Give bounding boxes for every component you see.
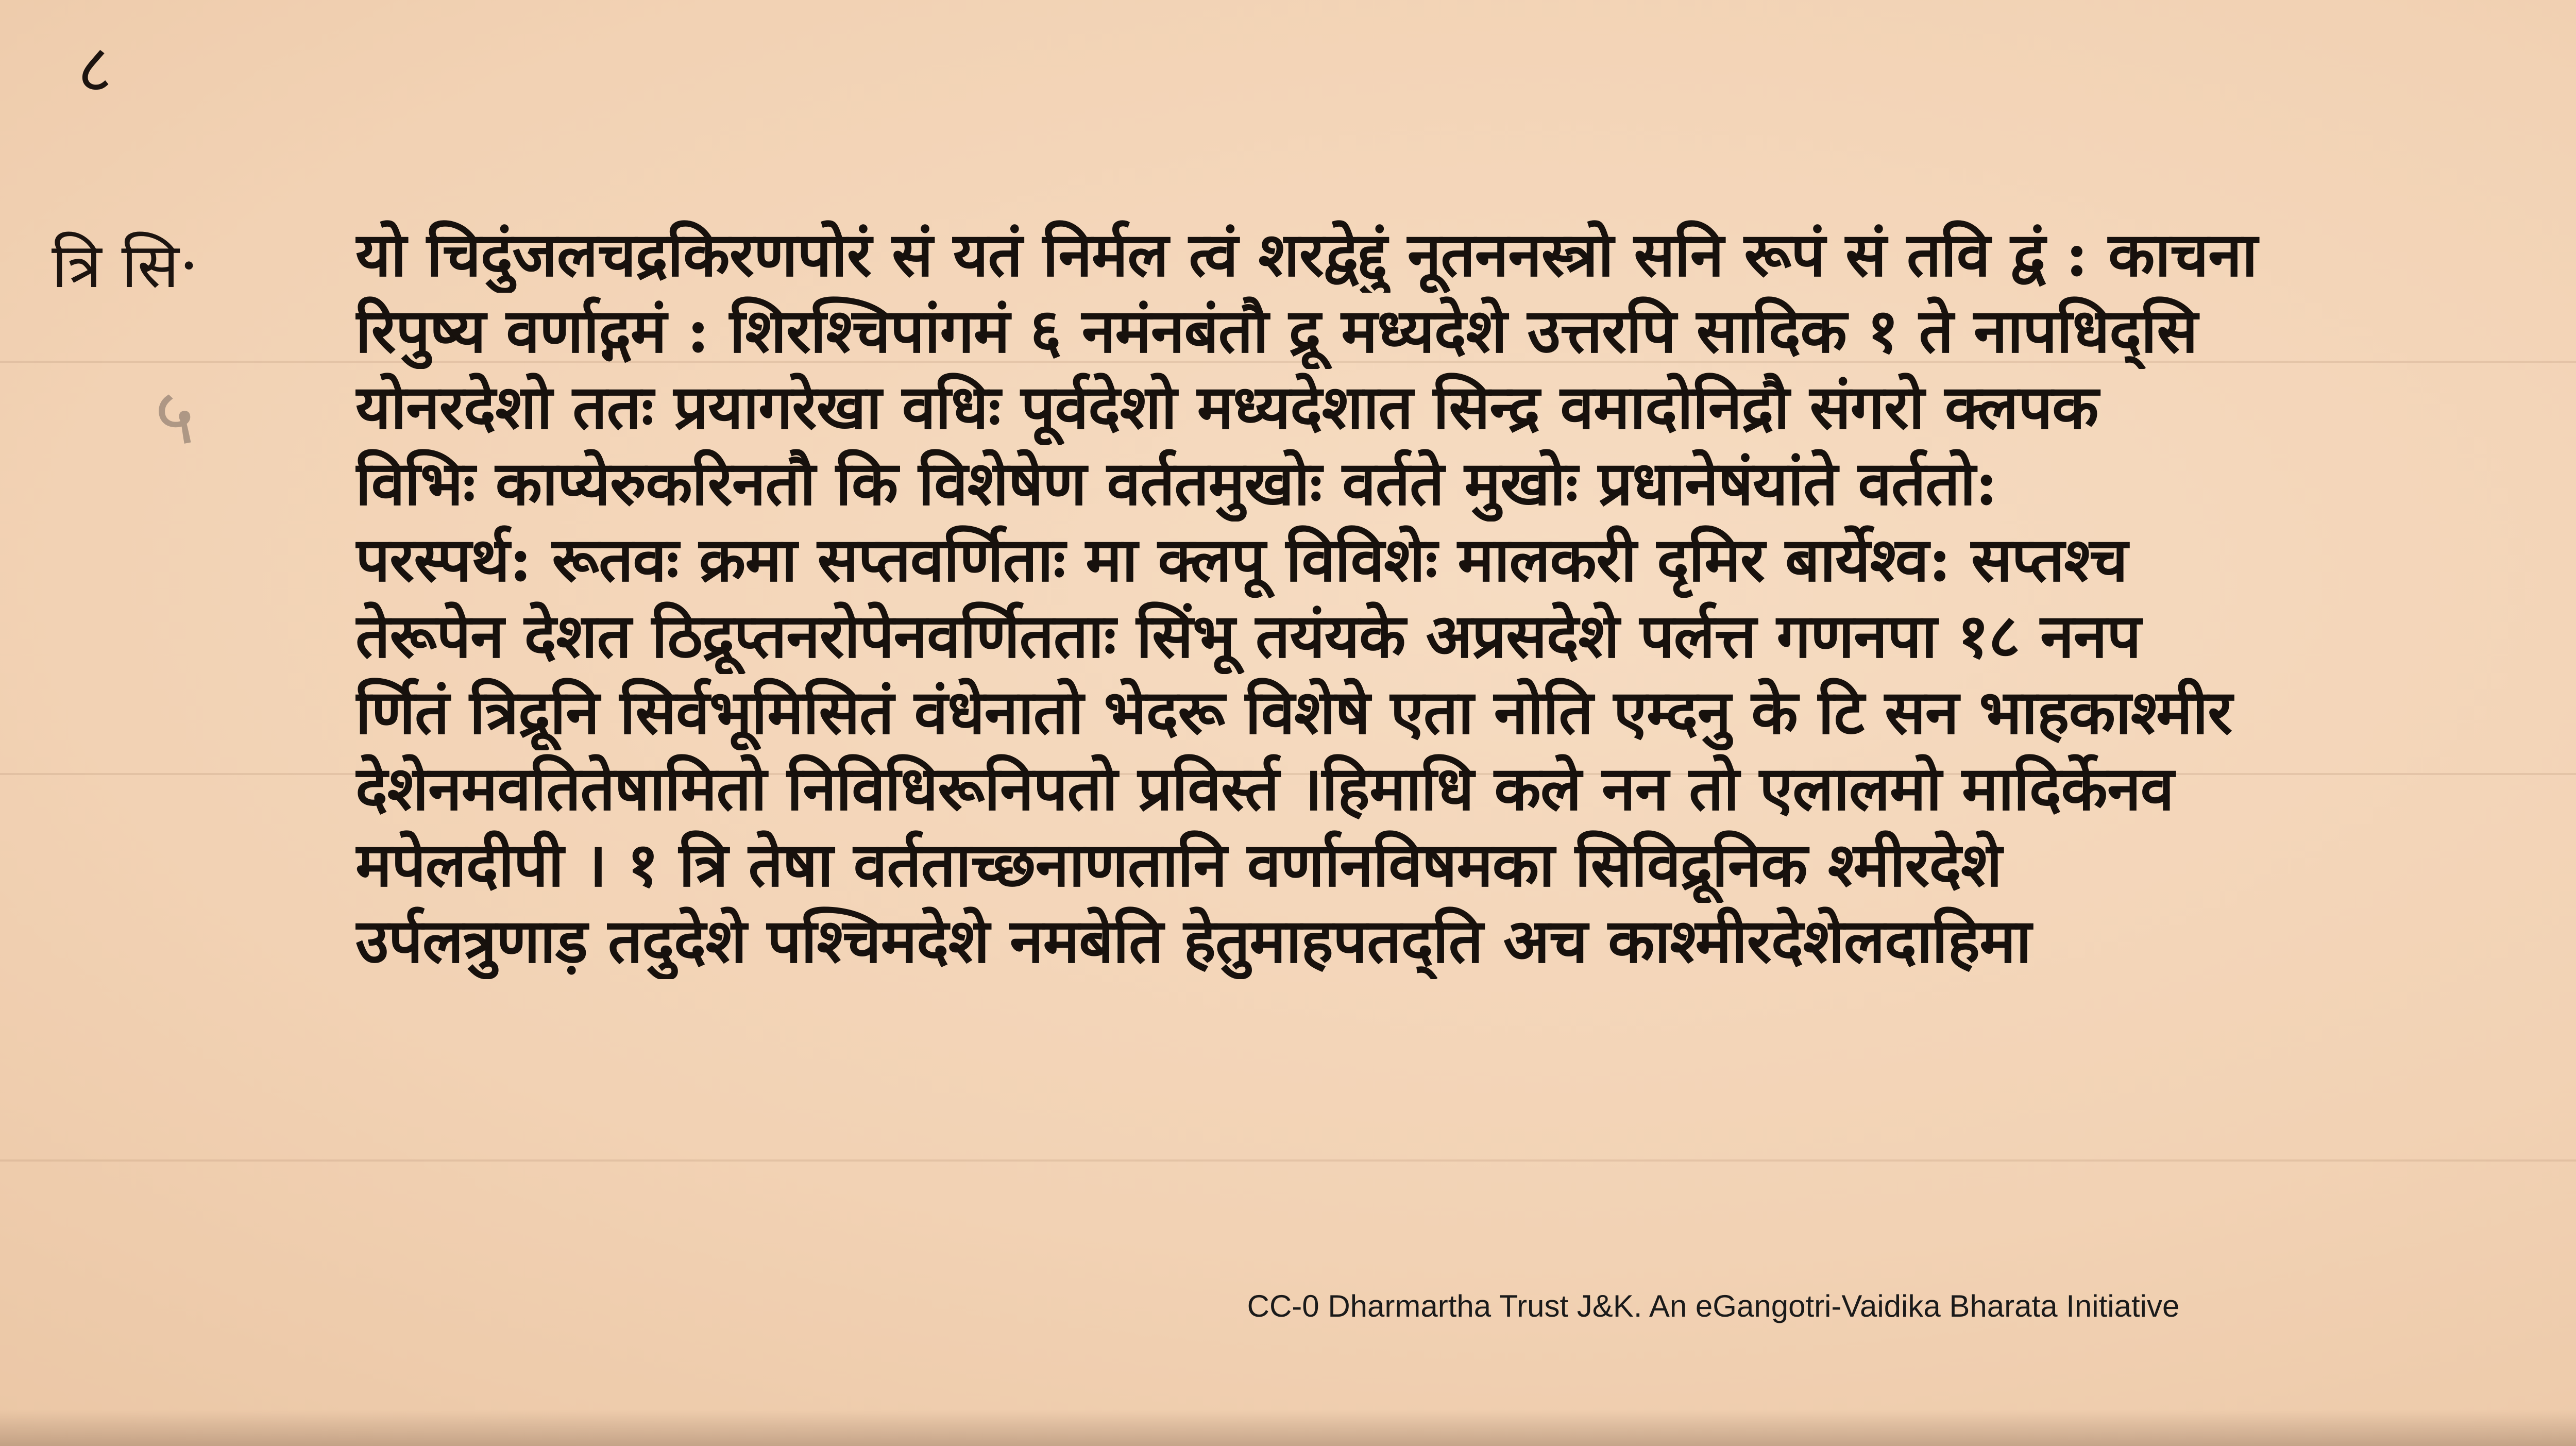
left-margin-label: त्रि सि· bbox=[52, 230, 199, 302]
manuscript-line: उर्पलत्रुणाड़ तदुदेशे पश्चिमदेशे नमबेति हेतुमाहपतद्ति अच काश्मीरदेशेलदाहिमा bbox=[355, 905, 2031, 977]
manuscript-line: रिपुष्य वर्णाद्गमं : शिरश्चिपांगमं ६ नमंनबंतौ द्रू मध्यदेशे उत्तरपि सादिक १ ते नापधिद्सि bbox=[355, 295, 2198, 366]
manuscript-line: यो चिदुंजलचद्रकिरणपोरं सं यतं निर्मल त्वं शरद्वेद्दुं नूतननस्त्रो सनि रूपं सं तवि द्वं : काचना bbox=[355, 218, 2258, 290]
manuscript-line: र्णितं त्रिद्रूनि सिर्वभूमिसितं वंधेनातो भेदरू विशेषे एता नोति एम्दनु के टि सन भाहकाश्मीर bbox=[355, 676, 2232, 748]
folio-number: ८ bbox=[77, 29, 112, 108]
manuscript-line: परस्पर्थ: रूतवः क्रमा सप्तवर्णिताः मा क्लपू विविशेः मालकरी दृमिर बार्येश्व: सप्तश्च bbox=[355, 524, 2128, 595]
pencil-mark: ५ bbox=[155, 372, 195, 462]
manuscript-line: मपेलदीपी । १ त्रि तेषा वर्तताच्छनाणतानि वर्णानविषमका सिविद्रूनिक श्मीरदेशे bbox=[355, 829, 2002, 900]
manuscript-line: योनरदेशो ततः प्रयागरेखा वधिः पूर्वदेशो मध्यदेशात सिन्द्र वमादोनिद्रौ संगरो क्लपक bbox=[355, 371, 2098, 443]
page-bottom-edge bbox=[0, 1410, 2576, 1446]
manuscript-line: विभिः काप्येरुकरिनतौ कि विशेषेण वर्ततमुखोः वर्तते मुखोः प्रधानेषंयांते वर्ततो: bbox=[355, 447, 1997, 519]
manuscript-line: देशेनमवतितेषामितो निविधिरूनिपतो प्रविर्स्त ।हिमाधि कले नन तो एलालमो मादिर्केनव bbox=[355, 752, 2174, 824]
attribution-footer: CC-0 Dharmartha Trust J&K. An eGangotri-Vaidika Bharata Initiative bbox=[1247, 1289, 2180, 1323]
manuscript-text-block bbox=[355, 216, 2576, 979]
manuscript-line: तेरूपेन देशत ठिद्रूप्तनरोपेनवर्णितताः सिंभू तयंयके अप्रसदेशे पर्लत्त गणनपा १८ ननप bbox=[355, 600, 2141, 671]
paper-crease bbox=[0, 1159, 2576, 1162]
